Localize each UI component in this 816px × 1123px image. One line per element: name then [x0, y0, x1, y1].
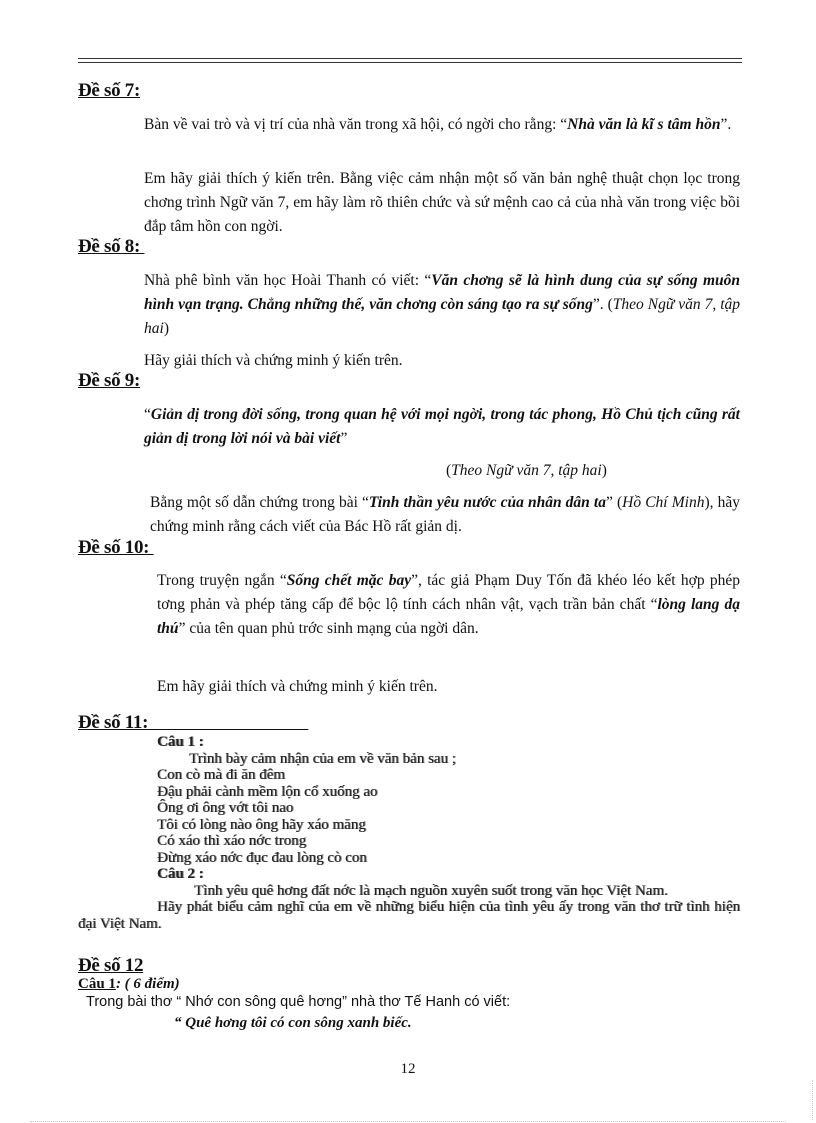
- de10-p1-end: ” của tên quan phủ trớc sinh mạng của ngời dân.: [178, 620, 479, 637]
- de12-cau1-label: Câu 1: [78, 976, 116, 992]
- de10-heading: Đề số 10:: [78, 537, 154, 558]
- page-edge-line: [30, 1121, 786, 1122]
- de9-p2-end: ), hãy chứng minh rằng cách viết của Bác Hồ rất giản dị.: [150, 494, 740, 535]
- de9-p2-mid: ” (: [605, 494, 623, 511]
- de8-p1-end: ): [163, 320, 169, 337]
- poem-line: Có xáo thì xáo nớc trong: [157, 833, 307, 849]
- de10-p1-text: Trong truyện ngắn “: [157, 572, 287, 589]
- de10-p1-mid: ”, tác giả Phạm Duy Tốn đã khéo léo kết hợp phép tơng phản và phép tăng cấp để bộc lộ tính cách nhân vật, vạch trần bản chất “: [157, 572, 740, 613]
- de12-quote: “ Quê hơng tôi có con sông xanh biếc.: [174, 1015, 412, 1031]
- de9-quote-close: ”: [340, 430, 348, 447]
- de8-p1-source: Theo Ngữ văn 7, tập hai: [144, 296, 741, 337]
- de12-line-1: Trong bài thơ “ Nhớ con sông quê hơng” nhà thơ Tế Hanh có viết:: [86, 994, 511, 1010]
- de9-p2-title: Tinh thần yêu nước của nhân dân ta: [368, 494, 606, 511]
- de12-cau1: [78, 976, 180, 993]
- de12-cau1-points: : ( 6 điểm): [115, 976, 180, 992]
- de8-paragraph-2: Hãy giải thích và chứng minh ý kiến trên.: [144, 352, 403, 369]
- de11-cau2-p2: Hãy phát biểu cảm nghĩ của em về những biểu hiện của tình yêu ấy trong văn thơ trữ tình hiện đại Việt Nam.: [78, 899, 740, 932]
- poem-line: Ông ơi ông vớt tôi nao: [157, 800, 294, 816]
- de9-p2-author: Hồ Chí Minh: [622, 494, 705, 511]
- de9-quote-text: Giản dị trong đời sống, trong quan hệ với mọi ngời, trong tác phong, Hồ Chủ tịch cũng rất giản dị trong lời nói và bài viết: [144, 406, 740, 447]
- de11-poem: [78, 767, 740, 866]
- de7-paragraph-2: Em hãy giải thích ý kiến trên. Bằng việc cảm nhận một số văn bản nghệ thuật chọn lọc trong chơng trình Ngữ văn 7, em hãy làm rõ thiên chức và sứ mệnh cao cả của nhà văn trong việc bồi đắp tâm hồn con ngời.: [144, 170, 740, 235]
- de7-paragraph-1: [144, 113, 740, 137]
- de11-cau1-label: Câu 1 :: [157, 734, 204, 750]
- poem-line: Con cò mà đi ăn đêm: [157, 767, 285, 783]
- de9-p2-text: Bằng một số dẫn chứng trong bài “: [150, 494, 369, 511]
- top-rule-1: [78, 58, 742, 59]
- de9-quote: [144, 403, 740, 451]
- de8-heading: Đề số 8:: [78, 236, 145, 257]
- de8-p1-text: Nhà phê bình văn học Hoài Thanh có viết: “: [144, 272, 432, 289]
- de7-p1-quote: Nhà văn là kĩ s tâm hồn: [567, 116, 721, 133]
- de9-src-open: (: [446, 462, 452, 479]
- poem-line: Đừng xáo nớc đục đau lòng cò con: [157, 849, 367, 866]
- poem-line: Tôi có lòng nào ông hãy xáo măng: [157, 816, 366, 833]
- de10-p1-phrase: lòng lang dạ thú: [157, 596, 740, 637]
- de11-cau2-p1: Tình yêu quê hơng đất nớc là mạch nguồn xuyên suốt trong văn học Việt Nam.: [194, 882, 668, 899]
- de9-src-close: ): [601, 462, 607, 479]
- poem-line: Đậu phải cành mềm lộn cổ xuống ao: [157, 783, 378, 800]
- de9-heading: Đề số 9:: [78, 370, 140, 391]
- de11-cau2-label: Câu 2 :: [157, 866, 204, 882]
- de9-source: [446, 459, 607, 483]
- de9-quote-open: “: [144, 406, 151, 423]
- de8-p1-mid: ”. (: [592, 296, 613, 313]
- de9-paragraph-2: [150, 491, 740, 539]
- de10-paragraph-2: Em hãy giải thích và chứng minh ý kiến trên.: [157, 678, 438, 695]
- de11-content: [78, 734, 740, 932]
- de7-p1-text: Bàn về vai trò và vị trí của nhà văn trong xã hội, có ngời cho rằng: “: [144, 116, 568, 133]
- de10-paragraph-1: [157, 569, 740, 641]
- top-rule-2: [78, 62, 742, 63]
- de11-heading: Đề số 11:: [78, 712, 309, 733]
- de7-heading: Đề số 7:: [78, 80, 140, 101]
- page-edge-vertical: [812, 1080, 813, 1120]
- page-number: 12: [400, 1061, 416, 1077]
- de11-cau1-prompt: Trình bày cảm nhận của em về văn bản sau ;: [189, 750, 456, 767]
- de10-p1-title: Sống chết mặc bay: [286, 572, 412, 589]
- de8-p1-quote: Văn chơng sẽ là hình dung của sự sống muôn hình vạn trạng. Chẳng những thế, văn chơng còn sáng tạo ra sự sống: [144, 272, 741, 313]
- de12-heading: Đề số 12: [78, 955, 144, 976]
- de9-src-text: Theo Ngữ văn 7, tập hai: [451, 462, 602, 479]
- de7-p1-end: ”.: [720, 116, 732, 133]
- de8-paragraph-1: [144, 269, 740, 341]
